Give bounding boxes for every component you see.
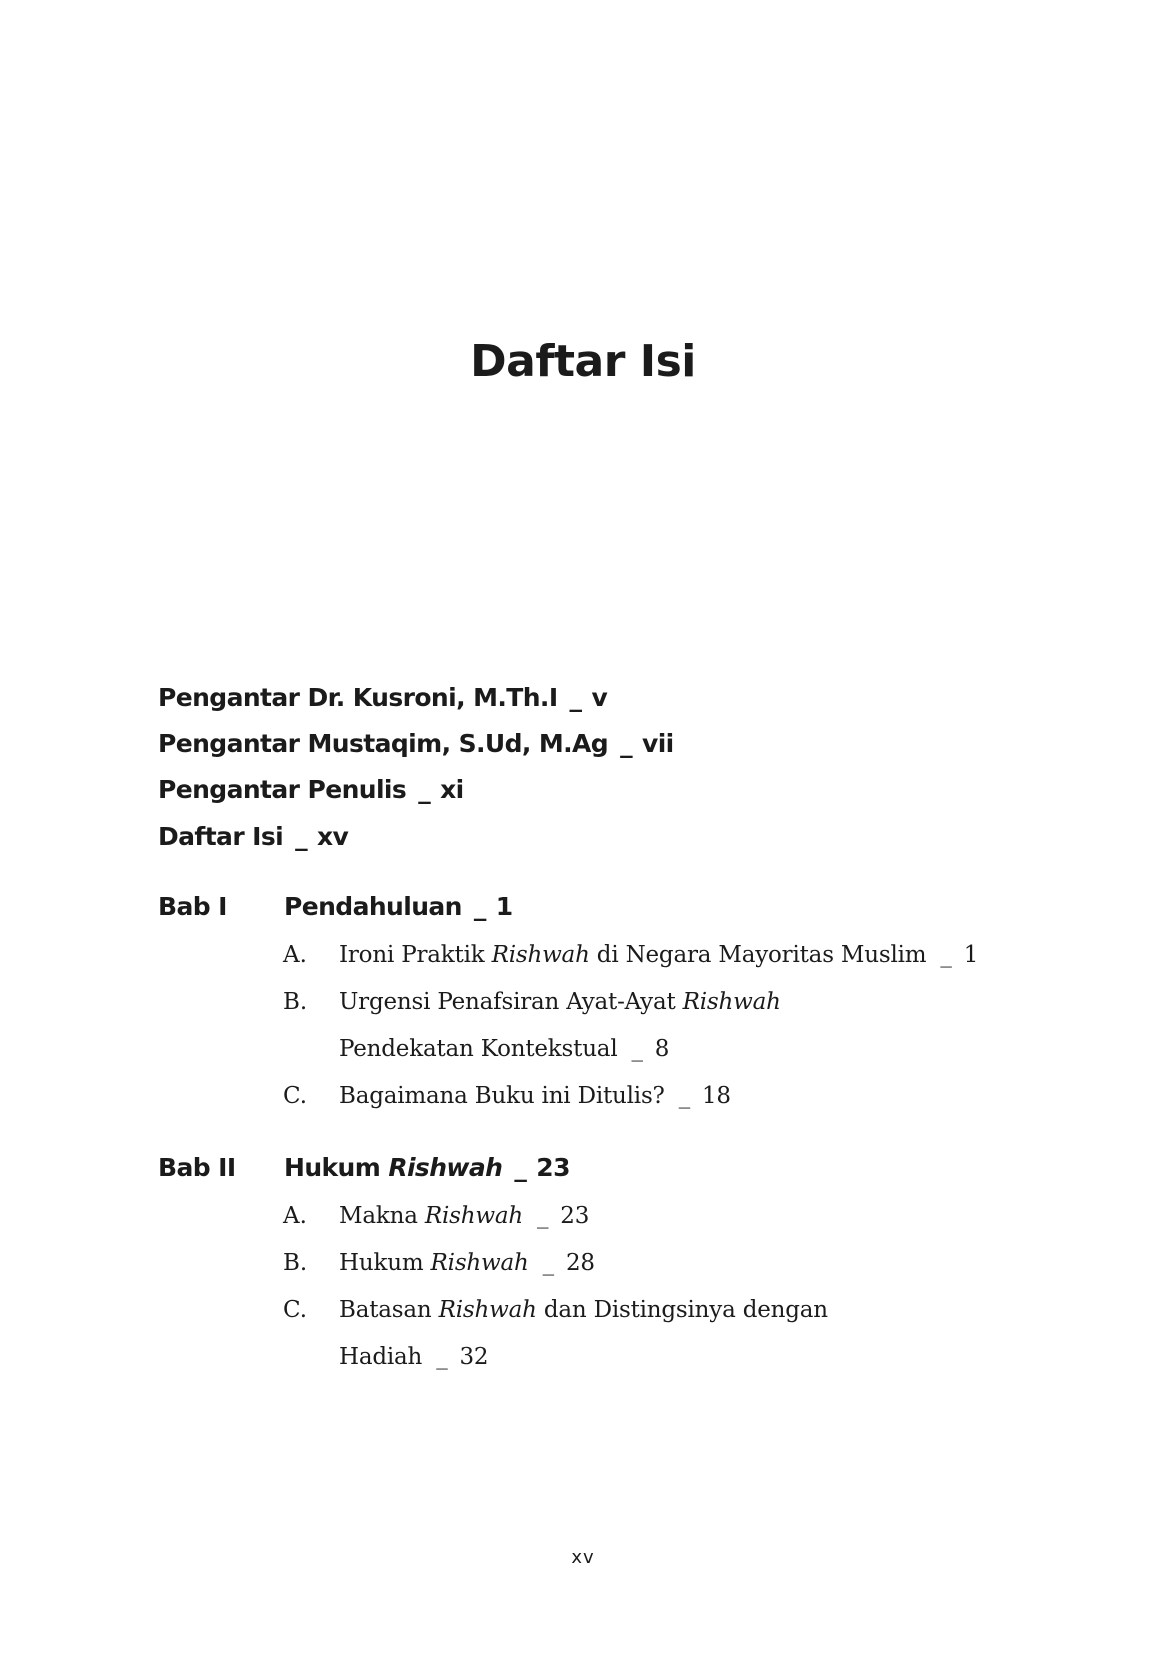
toc-page-number: xi	[440, 775, 464, 804]
toc-section-entry[interactable]	[339, 1250, 595, 1276]
section-text: Batasan	[339, 1297, 439, 1323]
toc-page-number: 1	[963, 942, 979, 968]
toc-front-entry[interactable]	[158, 822, 348, 851]
toc-separator: _	[418, 775, 431, 804]
section-text: Hadiah	[339, 1344, 423, 1370]
chapter-title[interactable]	[284, 892, 513, 921]
chapter-label: Bab I	[158, 892, 227, 921]
section-italic-term: Rishwah	[430, 1250, 529, 1276]
chapter-title[interactable]	[284, 1153, 570, 1182]
chapter-title-text: Pendahuluan	[284, 892, 462, 921]
toc-front-entry[interactable]	[158, 775, 464, 804]
section-text: di Negara Mayoritas Muslim	[589, 942, 927, 968]
toc-section-entry[interactable]	[339, 1203, 589, 1229]
section-italic-term: Rishwah	[424, 1203, 523, 1229]
section-letter: C.	[283, 1083, 308, 1109]
toc-entry-label: Pengantar Penulis	[158, 775, 407, 804]
toc-separator: _	[536, 1203, 549, 1229]
toc-page-number: 23	[536, 1153, 570, 1182]
toc-page-number: 8	[654, 1036, 670, 1062]
toc-page-number: 23	[560, 1203, 590, 1229]
toc-entry-label: Daftar Isi	[158, 822, 284, 851]
toc-section-entry[interactable]	[339, 1083, 731, 1109]
toc-separator: _	[569, 683, 582, 712]
toc-entry-label: Pengantar Dr. Kusroni, M.Th.I	[158, 683, 558, 712]
toc-section-entry-continued[interactable]	[339, 1036, 669, 1062]
toc-section-entry[interactable]	[339, 989, 781, 1015]
page-title: Daftar Isi	[470, 336, 696, 387]
section-text: Hukum	[339, 1250, 431, 1276]
toc-separator: _	[473, 892, 486, 921]
section-italic-term: Rishwah	[682, 989, 781, 1015]
section-text: Bagaimana Buku ini Ditulis?	[339, 1083, 665, 1109]
section-text: Ironi Praktik	[339, 942, 492, 968]
section-letter: B.	[283, 1250, 308, 1276]
section-italic-term: Rishwah	[491, 942, 590, 968]
toc-page-number: vii	[642, 729, 674, 758]
toc-page-number: 18	[702, 1083, 731, 1109]
toc-section-entry[interactable]	[339, 1297, 828, 1323]
toc-separator: _	[940, 942, 952, 968]
toc-separator: _	[436, 1344, 448, 1370]
chapter-title-text: Hukum	[284, 1153, 389, 1182]
toc-separator: _	[620, 729, 633, 758]
toc-separator: _	[542, 1250, 554, 1276]
section-letter: B.	[283, 989, 308, 1015]
toc-separator: _	[631, 1036, 643, 1062]
section-letter: A.	[283, 1203, 307, 1229]
toc-page-number: v	[591, 683, 608, 712]
toc-page-number: 28	[565, 1250, 595, 1276]
section-text: dan Distingsinya dengan	[536, 1297, 828, 1323]
toc-page-number: 1	[495, 892, 513, 921]
toc-section-entry-continued[interactable]	[339, 1344, 488, 1370]
section-letter: A.	[283, 942, 307, 968]
toc-separator: _	[295, 822, 308, 851]
toc-front-entry[interactable]	[158, 683, 607, 712]
section-text: Pendekatan Kontekstual	[339, 1036, 618, 1062]
section-text: Makna	[339, 1203, 425, 1229]
toc-page-number: xv	[317, 822, 349, 851]
section-letter: C.	[283, 1297, 308, 1323]
page-number: xv	[571, 1547, 595, 1568]
toc-front-entry[interactable]	[158, 729, 674, 758]
section-text: Urgensi Penafsiran Ayat-Ayat	[339, 989, 683, 1015]
chapter-label: Bab II	[158, 1153, 236, 1182]
toc-page-number: 32	[459, 1344, 489, 1370]
section-italic-term: Rishwah	[438, 1297, 537, 1323]
toc-section-entry[interactable]	[339, 942, 978, 968]
toc-entry-label: Pengantar Mustaqim, S.Ud, M.Ag	[158, 729, 609, 758]
toc-separator: _	[514, 1153, 527, 1182]
toc-separator: _	[678, 1083, 690, 1109]
chapter-title-italic: Rishwah	[388, 1153, 503, 1182]
